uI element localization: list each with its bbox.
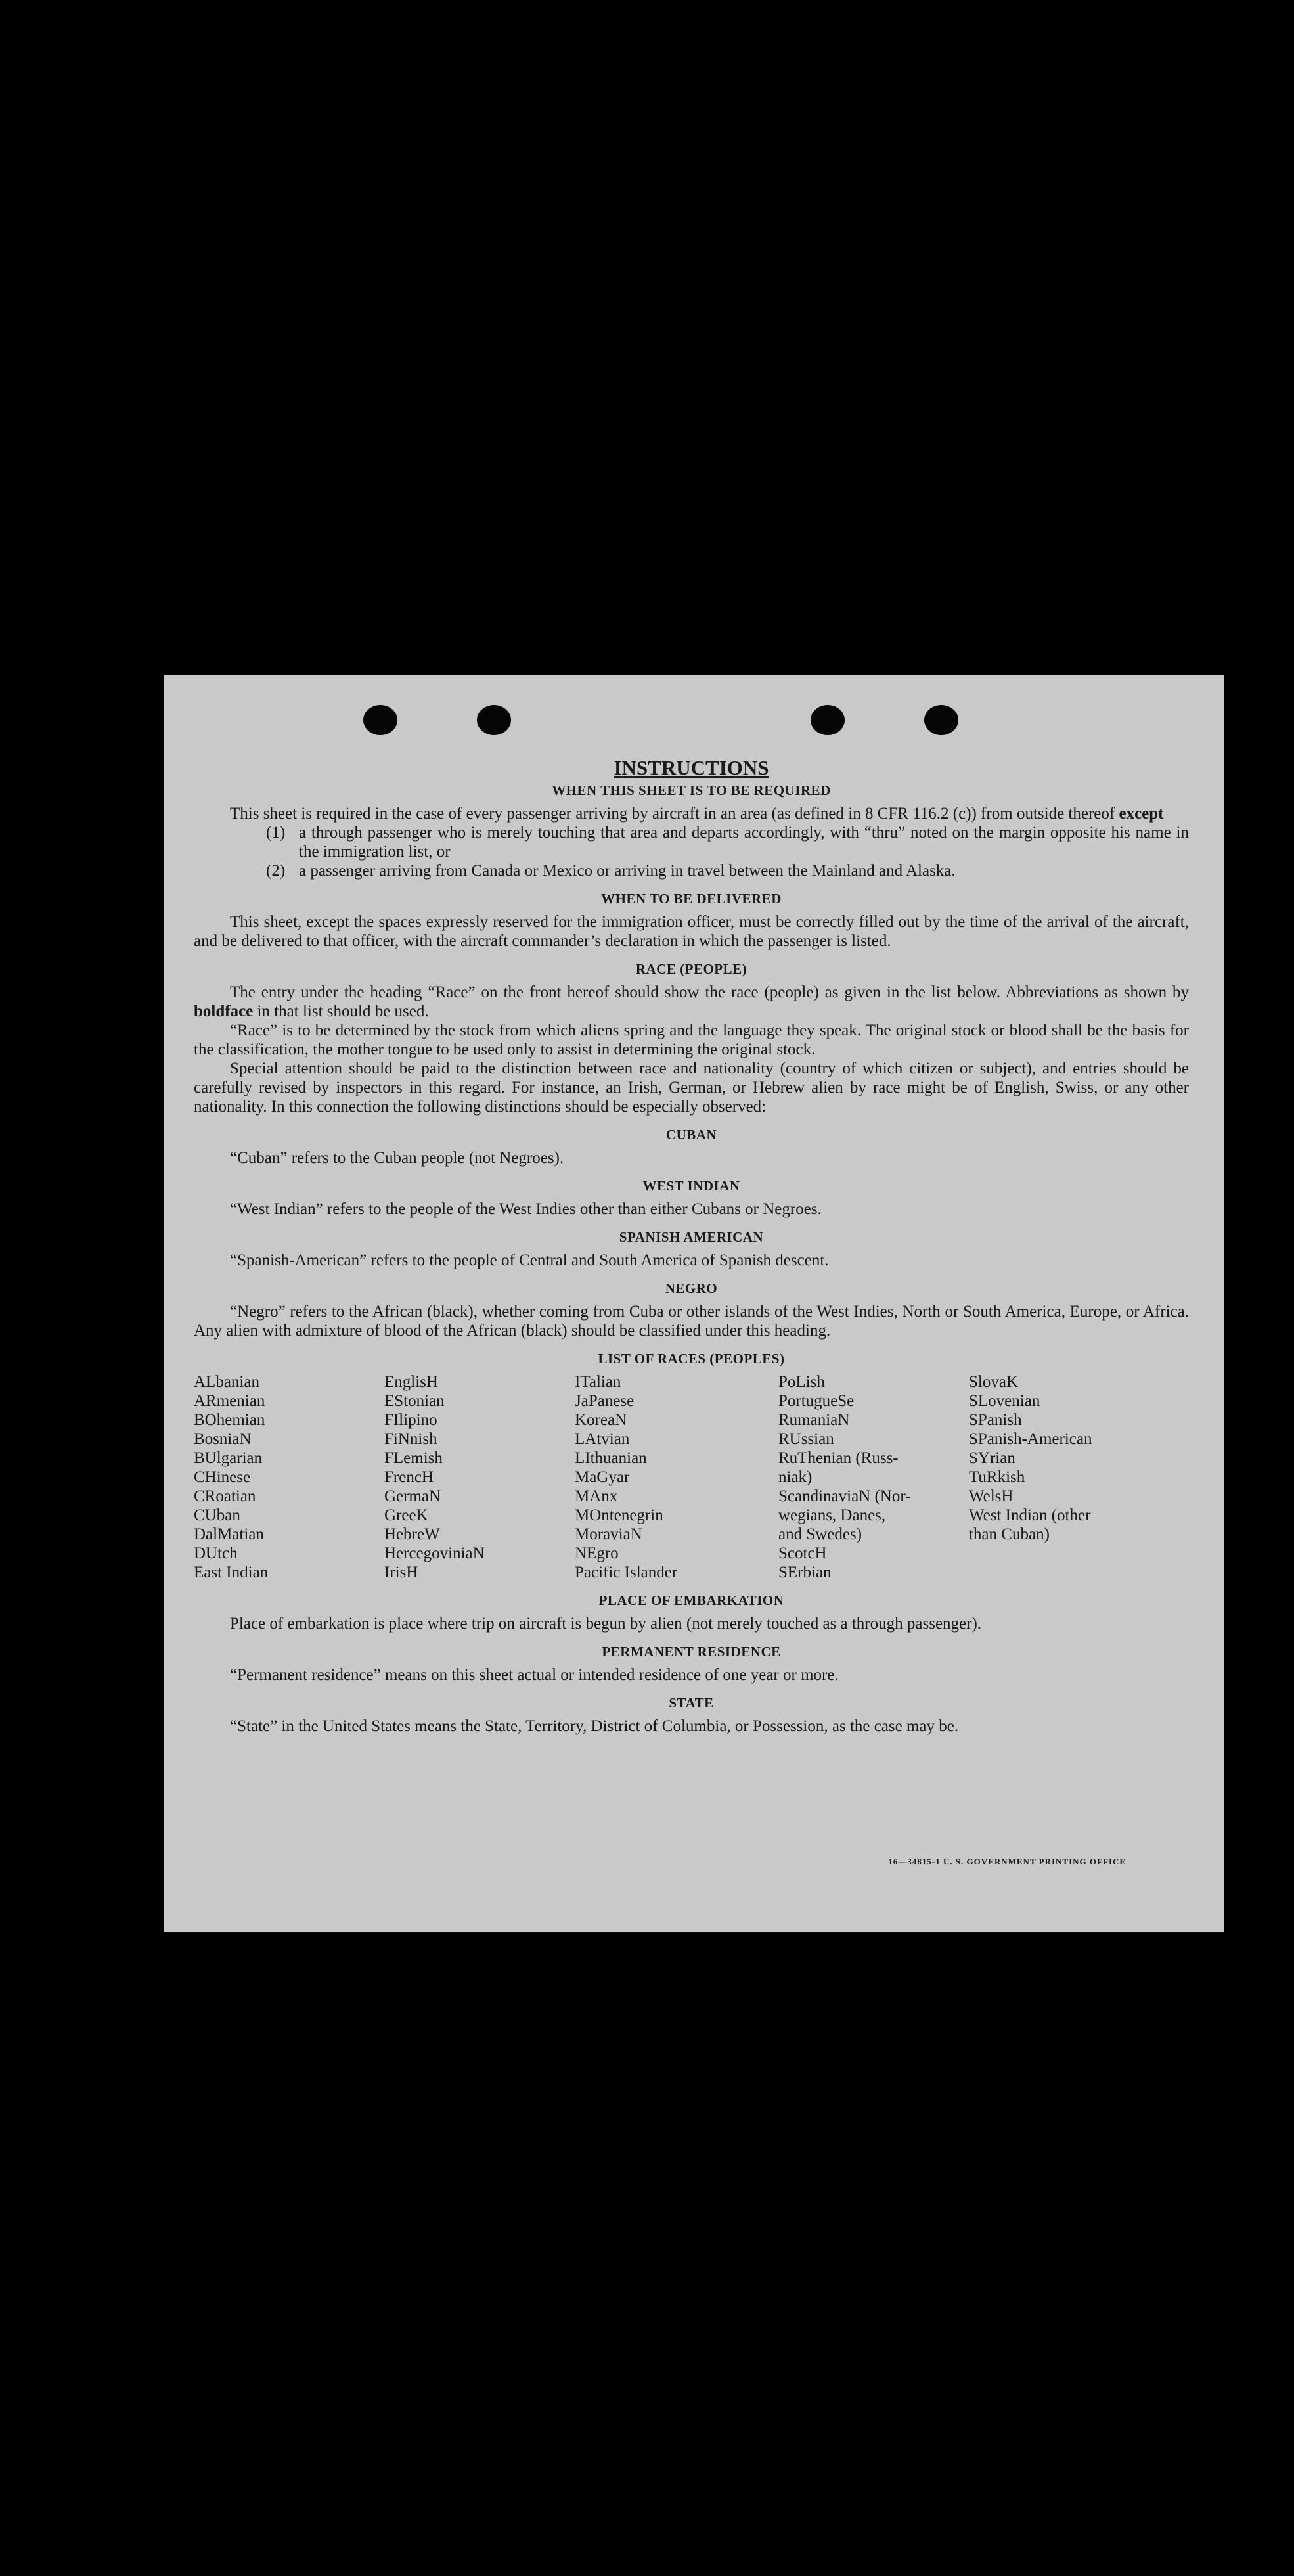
race-entry: ARmenian (194, 1392, 265, 1410)
race-entry: CHinese (194, 1468, 251, 1486)
race-entry: JaPanese (575, 1392, 635, 1410)
section-heading-residence: PERMANENT RESIDENCE (602, 1644, 781, 1660)
race-entry: and Swedes) (778, 1525, 862, 1543)
race-entry: EnglisH (384, 1373, 438, 1391)
race-entry: ScotcH (778, 1545, 827, 1562)
race-entry: RuThenian (Russ- (778, 1449, 899, 1467)
required-item-1: (1) a through passenger who is merely touching that area and departs accordingly, with “thru” noted on the margin opposite his name in the immigration list, or (266, 824, 1189, 861)
state-text: “State” in the United States means the State, Territory, District of Columbia, or Possession, as the case may be. (230, 1717, 959, 1735)
race-entry: PoLish (778, 1373, 825, 1391)
race-entry: BosniaN (194, 1430, 252, 1448)
printing-office-code: 16—34815-1 U. S. GOVERNMENT PRINTING OFFICE (888, 1857, 1126, 1866)
race-entry: LIthuanian (575, 1449, 647, 1467)
section-heading-required: WHEN THIS SHEET IS TO BE REQUIRED (552, 782, 831, 798)
race-entry: BUlgarian (194, 1449, 263, 1467)
race-entry: ALbanian (194, 1373, 259, 1391)
punch-hole (811, 705, 845, 735)
race-entry: WelsH (969, 1487, 1014, 1505)
section-heading-delivered: WHEN TO BE DELIVERED (601, 891, 782, 907)
section-heading-race: RACE (PEOPLE) (635, 961, 747, 977)
section-heading-cuban: CUBAN (665, 1127, 717, 1142)
race-entry: ScandinaviaN (Nor- (778, 1487, 911, 1505)
race-entry: wegians, Danes, (778, 1506, 886, 1524)
required-item-2: (2) a passenger arriving from Canada or Mexico or arriving in travel between the Mainland and Alaska. (266, 862, 956, 880)
race-entry: SlovaK (969, 1373, 1018, 1391)
instruction-sheet (164, 675, 1224, 1932)
race-entry: BOhemian (194, 1411, 265, 1429)
punch-hole (477, 705, 511, 735)
race-entry: MaGyar (575, 1468, 630, 1486)
race-entry: TuRkish (969, 1468, 1025, 1486)
race-entry: RUssian (778, 1430, 834, 1448)
punch-hole (924, 705, 958, 735)
embarkation-text: Place of embarkation is place where trip on aircraft is begun by alien (not merely touched as a through passenger). (230, 1615, 982, 1633)
race-entry: RumaniaN (778, 1411, 850, 1429)
race-entry: DalMatian (194, 1525, 264, 1543)
section-heading-embarkation: PLACE OF EMBARKATION (598, 1593, 784, 1608)
race-entry: than Cuban) (969, 1525, 1050, 1543)
delivered-text: This sheet, except the spaces expressly reserved for the immigration officer, must be correctly filled out by the time of the arrival of the aircraft, and be delivered to that officer, with the aircraft commander’s declaration in which the passenger is listed. (194, 913, 1189, 950)
race-entry: CUban (194, 1506, 240, 1524)
section-heading-races-list: LIST OF RACES (PEOPLES) (598, 1351, 785, 1367)
race-entry: MoraviaN (575, 1525, 642, 1543)
cuban-text: “Cuban” refers to the Cuban people (not Negroes). (230, 1149, 564, 1167)
sheet-content (194, 758, 1189, 1736)
negro-text: “Negro” refers to the African (black), whether coming from Cuba or other islands of the West Indies, North or South America, Europe, or Africa. Any alien with admixture of blood of the African (black) should be classified under this heading. (194, 1303, 1189, 1340)
race-entry: West Indian (other (969, 1506, 1091, 1524)
race-entry: FLemish (384, 1449, 443, 1467)
west-indian-text: “West Indian” refers to the people of the West Indies other than either Cubans or Negroes. (230, 1200, 822, 1218)
race-paragraph-3: Special attention should be paid to the distinction between race and nationality (country of which citizen or subject), and entries should be carefully revised by inspectors in this regard. For instance, an Irish, German, or Hebrew alien by race might be of English, Swiss, or any other nationality. In this connection the following distinctions should be especially observed: (194, 1060, 1189, 1116)
race-entry: NEgro (575, 1545, 619, 1562)
race-entry: ITalian (575, 1373, 621, 1391)
race-entry: Pacific Islander (575, 1564, 678, 1581)
punch-hole (363, 705, 397, 735)
race-entry: CRoatian (194, 1487, 256, 1505)
races-list (194, 1372, 1189, 1582)
race-entry: FrencH (384, 1468, 434, 1486)
residence-text: “Permanent residence” means on this sheet actual or intended residence of one year or more. (230, 1666, 839, 1684)
race-entry: EStonian (384, 1392, 445, 1410)
race-entry: FiNnish (384, 1430, 437, 1448)
race-entry: niak) (778, 1468, 813, 1486)
race-entry: MOntenegrin (575, 1506, 663, 1524)
race-entry: DUtch (194, 1545, 238, 1562)
race-entry: SPanish (969, 1411, 1022, 1429)
race-paragraph-2: “Race” is to be determined by the stock from which aliens spring and the language they speak. The original stock or blood shall be the basis for the classification, the mother tongue to be used only to assist in determining the original stock. (194, 1022, 1189, 1058)
race-entry: LAtvian (575, 1430, 630, 1448)
race-entry: East Indian (194, 1564, 269, 1581)
race-entry: HebreW (384, 1525, 440, 1543)
races-column-1 (194, 1372, 384, 1582)
races-column-3 (575, 1372, 778, 1582)
race-entry: HercegoviniaN (384, 1545, 485, 1562)
race-entry: GreeK (384, 1506, 428, 1524)
races-column-5 (969, 1372, 1189, 1582)
spanish-american-text: “Spanish-American” refers to the people of Central and South America of Spanish descent. (230, 1252, 829, 1269)
race-entry: KoreaN (575, 1411, 627, 1429)
race-entry: SLovenian (969, 1392, 1040, 1410)
race-entry: PortugueSe (778, 1392, 855, 1410)
races-column-2 (384, 1372, 575, 1582)
section-heading-state: STATE (669, 1695, 714, 1711)
section-heading-west-indian: WEST INDIAN (642, 1178, 740, 1194)
section-heading-negro: NEGRO (665, 1280, 718, 1296)
race-entry: SYrian (969, 1449, 1015, 1467)
race-entry: IrisH (384, 1564, 418, 1581)
race-paragraph-1: The entry under the heading “Race” on the front hereof should show the race (people) as given in the list below. Abbreviations as shown by boldface in that list should be used. (194, 983, 1189, 1020)
race-entry: SPanish-American (969, 1430, 1092, 1448)
race-entry: FIlipino (384, 1411, 437, 1429)
races-column-4 (778, 1372, 969, 1582)
section-heading-spanish-american: SPANISH AMERICAN (619, 1229, 764, 1245)
required-intro: This sheet is required in the case of every passenger arriving by aircraft in an area (as defined in 8 CFR 116.2 (c)) from outside thereof except (230, 805, 1164, 823)
race-entry: MAnx (575, 1487, 618, 1505)
race-entry: GermaN (384, 1487, 441, 1505)
race-entry: SErbian (778, 1564, 832, 1581)
page-title: INSTRUCTIONS (614, 756, 769, 779)
